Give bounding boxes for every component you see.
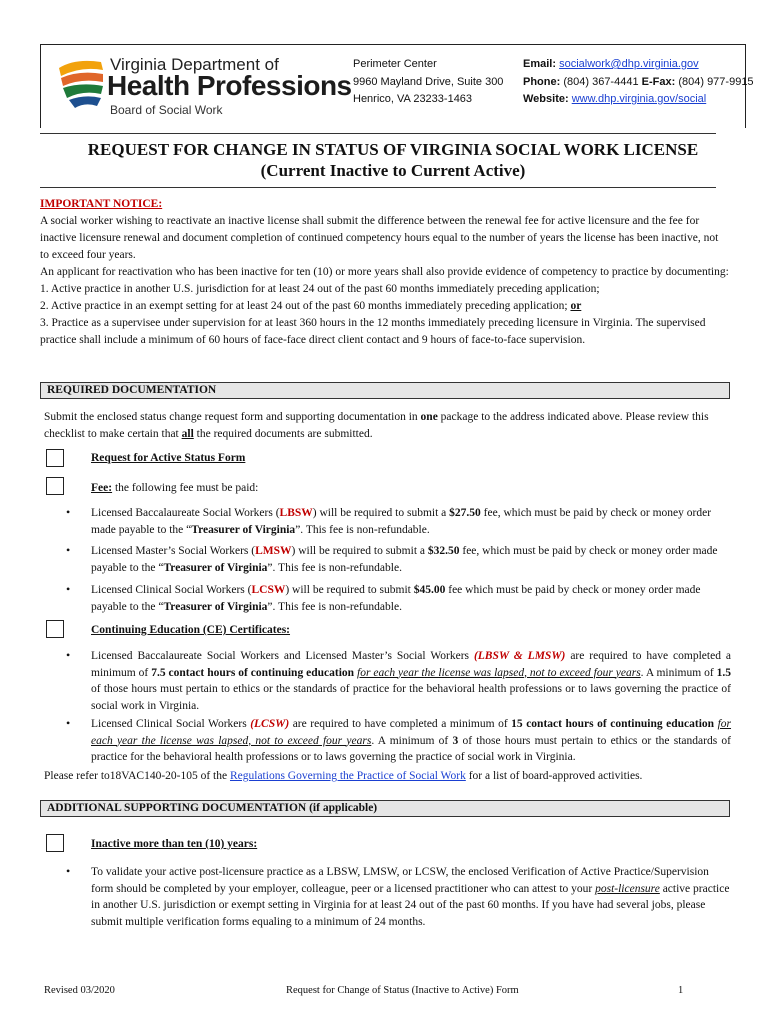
ce-label: Continuing Education (CE) Certificates: [91,624,291,636]
bullet-icon: • [66,505,71,519]
required-intro: Submit the enclosed status change request form and supporting documentation in one package to the address indicated above. Please review this checklist to make certain that all the required documents are submitted. [44,411,709,440]
regulations-link[interactable]: Regulations Governing the Practice of Social Work [229,770,466,782]
bullet-icon: • [66,582,71,596]
fee-item: Licensed Master’s Social Workers (LMSW) will be required to submit a $32.50 fee, which must be paid by check or money order made payable to the “Treasurer of Virginia”. This fee is non-refundable. [91,545,718,574]
bullet-icon: • [66,716,71,730]
revised-date: Revised 03/2020 [44,985,115,996]
inactive-label: Inactive more than ten (10) years: [91,838,258,850]
ce-item: Licensed Clinical Social Workers (LCSW) are required to have completed a minimum of 15 contact hours of continuing education for each year the license was lapsed, not to exceed four years. A minimum of 3 of those hours must pertain to ethics or the standards of practice for the behavioral health professions or to laws governing the practice of social work in Virginia. [91,718,732,763]
contact-info [523,56,754,109]
dept-name: Virginia Department of [110,55,279,74]
fee-item: Licensed Clinical Social Workers (LCSW) will be required to submit $45.00 fee which must be paid by check or money order made payable to the “Treasurer of Virginia”. This fee is non-refundable. [91,584,701,613]
title-line-1: REQUEST FOR CHANGE IN STATUS OF VIRGINIA SOCIAL WORK LICENSE [87,140,699,159]
verification-instructions: To validate your active post-licensure practice as a LBSW, LMSW, or LCSW, the enclosed Verification of Active Practice/Supervision form should be completed by your employer, colleague, peer or a licensed practitioner who can attest to your post-licensure active practice in another U.S. jurisdiction or exempt setting in Virginia for at least 24 out of the past 60 months. If you have had several jobs, please submit multiple verification forms equaling to a minimum of 24 months. [91,866,730,928]
virginia-state-logo-icon [55,52,107,114]
phone-label: Phone: [523,75,561,88]
ce-item: Licensed Baccalaureate Social Workers and Licensed Master’s Social Workers (LBSW & LMSW) are required to have completed a minimum of 7.5 contact hours of continuing education for each year the license was lapsed, not to exceed four years. A minimum of 1.5 of those hours must pertain to ethics or the standards of practice for the behavioral health professions or to laws governing the practice of social work in Virginia. [91,650,732,712]
bullet-icon: • [66,864,71,878]
additional-documentation-heading: ADDITIONAL SUPPORTING DOCUMENTATION (if applicable) [40,800,730,817]
email-label: Email: [523,58,557,70]
fee-checkbox[interactable] [46,477,64,495]
notice-item: 1. Active practice in another U.S. jurisdiction for at least 24 out of the past 60 months immediately preceding application; [40,283,600,295]
website-label: Website: [523,93,569,105]
title-line-2: (Current Inactive to Current Active) [260,161,526,180]
email-link[interactable]: socialwork@dhp.virginia.gov [559,58,699,70]
phone-number: (804) 367-4441 [563,75,639,88]
org-name: Health Professions [107,70,352,101]
bullet-icon: • [66,543,71,557]
regulations-reference: Please refer to18VAC140-20-105 of the Regulations Governing the Practice of Social Work for a list of board-approved activities. [44,770,643,782]
address-line: 9960 Mayland Drive, Suite 300 [353,75,504,88]
bullet-icon: • [66,648,71,662]
efax-label: E-Fax: [641,75,676,88]
divider [40,187,716,188]
board-name: Board of Social Work [110,103,223,117]
website-link[interactable]: www.dhp.virginia.gov/social [571,93,707,105]
notice-paragraph: A social worker wishing to reactivate an inactive license shall submit the difference between the renewal fee for active licensure and the fee for inactive licensure renewal and document completion of continued competency hours equal to the number of years the license has been inactive, not to exceed four years. [40,215,719,261]
notice-item: 2. Active practice in an exempt setting for at least 24 out of the past 60 months immediately preceding application; or [40,300,582,312]
address-line: Perimeter Center [353,58,437,70]
notice-item: 3. Practice as a supervisee under supervision for at least 360 hours in the 12 months immediately preceding licensure in Virginia. The supervised practice shall include a minimum of 60 hours of face-face direct client contact and 9 hours of face-to-face supervision. [40,317,706,346]
efax-number: (804) 977-9915 [678,75,754,88]
address-line: Henrico, VA 23233-1463 [353,93,473,105]
important-notice [40,196,730,349]
office-address [353,56,503,109]
request-form-label: Request for Active Status Form [91,452,246,464]
page-number: 1 [678,985,684,996]
request-form-checkbox[interactable] [46,449,64,467]
form-title [40,139,746,181]
notice-heading: IMPORTANT NOTICE: [40,198,163,210]
inactive-checkbox[interactable] [46,834,64,852]
required-documentation-heading: REQUIRED DOCUMENTATION [40,382,730,399]
notice-paragraph: An applicant for reactivation who has been inactive for ten (10) or more years shall also provide evidence of competency to practice by documenting: [40,266,729,278]
fee-item: Licensed Baccalaureate Social Workers (LBSW) will be required to submit a $27.50 fee, which must be paid by check or money order made payable to the “Treasurer of Virginia”. This fee is non-refundable. [91,507,712,536]
or-emphasis: or [570,300,582,312]
fee-line: Fee: the following fee must be paid: [91,482,259,494]
fee-label: Fee: [91,482,113,494]
ce-checkbox[interactable] [46,620,64,638]
footer-form-name: Request for Change of Status (Inactive to Active) Form [286,985,519,996]
divider [40,133,716,134]
